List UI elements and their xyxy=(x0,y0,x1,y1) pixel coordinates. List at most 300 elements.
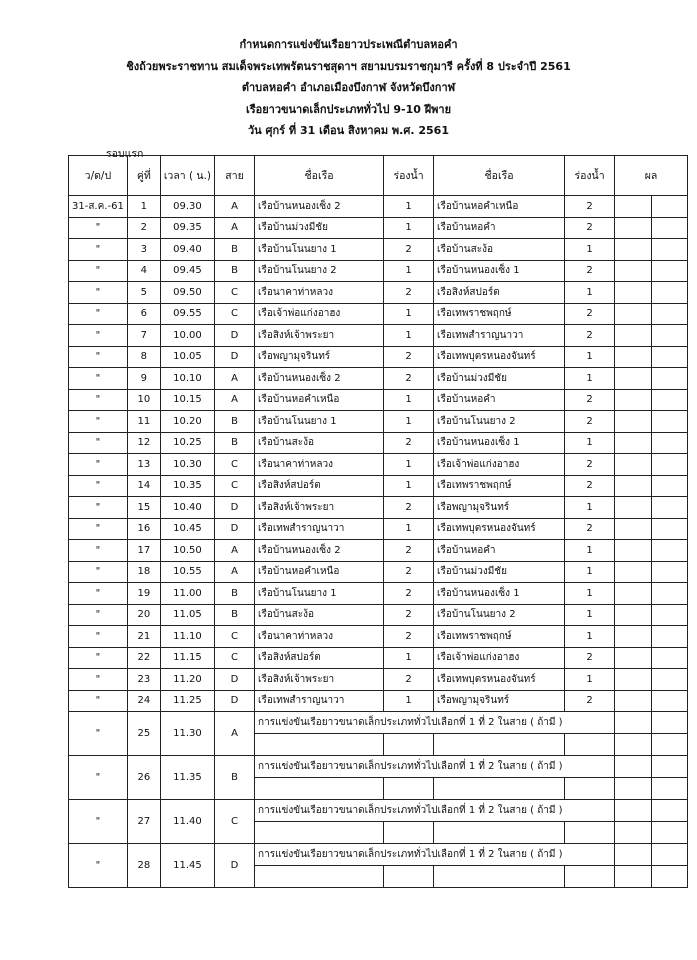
time-cell: 11.45 xyxy=(160,844,214,888)
date-cell: " xyxy=(69,583,128,605)
water-2-cell: 2 xyxy=(565,389,615,411)
header-line-4: เรือยาวขนาดเล็กประเภททั่วไป 9-10 ฝีพาย xyxy=(245,102,452,116)
time-cell: 11.20 xyxy=(160,669,214,691)
date-cell: " xyxy=(69,454,128,476)
pair-cell: 26 xyxy=(127,756,160,800)
water-2-cell: 2 xyxy=(565,454,615,476)
water-2-cell xyxy=(565,734,615,756)
lane-cell: A xyxy=(215,540,255,562)
water-1-cell: 1 xyxy=(384,647,434,669)
pair-cell: 12 xyxy=(127,432,160,454)
date-cell: " xyxy=(69,303,128,325)
boat-2-cell: เรือพญามุจรินทร์ xyxy=(434,497,565,519)
lane-cell: A xyxy=(215,712,255,756)
boat-2-cell xyxy=(434,822,565,844)
result-cell-2 xyxy=(652,325,688,347)
water-2-cell: 2 xyxy=(565,217,615,239)
water-1-cell: 1 xyxy=(384,690,434,712)
result-cell-2 xyxy=(652,734,688,756)
boat-2-cell: เรือบ้านหอคำ xyxy=(434,540,565,562)
boat-1-cell: เรือบ้านหอคำเหนือ xyxy=(255,561,384,583)
result-cell-2 xyxy=(652,844,688,866)
boat-1-cell: เรือสิงห์เจ้าพระยา xyxy=(255,497,384,519)
result-cell-2 xyxy=(652,712,688,734)
header-lane: สาย xyxy=(215,156,255,196)
boat-1-cell: เรือสิงห์สปอร์ต xyxy=(255,475,384,497)
boat-1-cell: เรือบ้านสะง้อ xyxy=(255,432,384,454)
boat-1-cell: เรือบ้านโนนยาง 2 xyxy=(255,260,384,282)
water-2-cell: 1 xyxy=(565,346,615,368)
result-cell-1 xyxy=(615,368,652,390)
result-cell-1 xyxy=(615,778,652,800)
pair-cell: 25 xyxy=(127,712,160,756)
water-2-cell xyxy=(565,866,615,888)
boat-2-cell: เรือบ้านสะง้อ xyxy=(434,239,565,261)
result-cell-2 xyxy=(652,604,688,626)
water-2-cell: 2 xyxy=(565,325,615,347)
time-cell: 11.00 xyxy=(160,583,214,605)
table-row xyxy=(69,475,688,497)
header-line-3: ตำบลหอคำ อำเภอเมืองบึงกาฬ จังหวัดบึงกาฬ xyxy=(241,81,456,94)
result-cell-2 xyxy=(652,303,688,325)
boat-2-cell xyxy=(434,734,565,756)
result-cell-1 xyxy=(615,604,652,626)
water-2-cell: 2 xyxy=(565,690,615,712)
water-1-cell: 1 xyxy=(384,217,434,239)
result-cell-2 xyxy=(652,822,688,844)
boat-1-cell: เรือบ้านหอคำเหนือ xyxy=(255,389,384,411)
date-cell: " xyxy=(69,647,128,669)
header-boat-1: ชื่อเรือ xyxy=(255,156,384,196)
water-1-cell xyxy=(384,734,434,756)
result-cell-1 xyxy=(615,540,652,562)
lane-cell: D xyxy=(215,844,255,888)
water-2-cell: 2 xyxy=(565,303,615,325)
water-2-cell: 1 xyxy=(565,239,615,261)
table-row xyxy=(69,540,688,562)
lane-cell: D xyxy=(215,325,255,347)
water-1-cell: 2 xyxy=(384,583,434,605)
water-1-cell: 2 xyxy=(384,626,434,648)
water-1-cell: 1 xyxy=(384,454,434,476)
pair-cell: 3 xyxy=(127,239,160,261)
boat-1-cell: เรือบ้านโนนยาง 1 xyxy=(255,239,384,261)
lane-cell: C xyxy=(215,800,255,844)
result-cell-2 xyxy=(652,239,688,261)
date-cell: " xyxy=(69,626,128,648)
water-1-cell xyxy=(384,866,434,888)
lane-cell: B xyxy=(215,239,255,261)
boat-2-cell: เรือบ้านม่วงมีชัย xyxy=(434,368,565,390)
water-1-cell: 1 xyxy=(384,475,434,497)
document-header xyxy=(0,34,697,142)
result-cell-1 xyxy=(615,561,652,583)
date-cell: " xyxy=(69,518,128,540)
table-row xyxy=(69,690,688,712)
pair-cell: 14 xyxy=(127,475,160,497)
date-cell: " xyxy=(69,604,128,626)
result-cell-1 xyxy=(615,217,652,239)
lane-cell: B xyxy=(215,432,255,454)
boat-2-cell: เรือเจ้าพ่อแก่งอาฮง xyxy=(434,454,565,476)
water-2-cell: 1 xyxy=(565,540,615,562)
result-cell-2 xyxy=(652,260,688,282)
time-cell: 10.25 xyxy=(160,432,214,454)
lane-cell: B xyxy=(215,411,255,433)
water-2-cell xyxy=(565,778,615,800)
pair-cell: 16 xyxy=(127,518,160,540)
time-cell: 11.15 xyxy=(160,647,214,669)
header-line-1: กำหนดการแข่งขันเรือยาวประเพณีตำบลหอคำ xyxy=(239,38,458,51)
water-2-cell: 2 xyxy=(565,518,615,540)
header-pair: คู่ที่ xyxy=(127,156,160,196)
boat-2-cell: เรือบ้านหอคำเหนือ xyxy=(434,196,565,218)
table-row xyxy=(69,432,688,454)
time-cell: 09.45 xyxy=(160,260,214,282)
time-cell: 11.25 xyxy=(160,690,214,712)
result-cell-2 xyxy=(652,800,688,822)
result-cell-1 xyxy=(615,303,652,325)
pair-cell: 15 xyxy=(127,497,160,519)
table-row xyxy=(69,346,688,368)
table-row xyxy=(69,626,688,648)
result-cell-1 xyxy=(615,346,652,368)
water-1-cell: 1 xyxy=(384,196,434,218)
water-2-cell: 2 xyxy=(565,411,615,433)
table-row xyxy=(69,583,688,605)
water-1-cell: 2 xyxy=(384,669,434,691)
playoff-text-cell: การแข่งขันเรือยาวขนาดเล็กประเภททั่วไปเลือกที่ 1 ที่ 2 ในสาย ( ถ้ามี ) xyxy=(255,756,615,778)
date-cell: " xyxy=(69,368,128,390)
date-cell: " xyxy=(69,239,128,261)
table-row xyxy=(69,561,688,583)
boat-2-cell: เรือบ้านม่วงมีชัย xyxy=(434,561,565,583)
result-cell-1 xyxy=(615,475,652,497)
result-cell-2 xyxy=(652,196,688,218)
time-cell: 10.30 xyxy=(160,454,214,476)
result-cell-1 xyxy=(615,454,652,476)
lane-cell: B xyxy=(215,260,255,282)
table-row xyxy=(69,368,688,390)
pair-cell: 27 xyxy=(127,800,160,844)
boat-1-cell: เรือนาคาท่าหลวง xyxy=(255,454,384,476)
result-cell-1 xyxy=(615,497,652,519)
time-cell: 09.30 xyxy=(160,196,214,218)
result-cell-1 xyxy=(615,690,652,712)
water-1-cell: 1 xyxy=(384,518,434,540)
pair-cell: 4 xyxy=(127,260,160,282)
result-cell-1 xyxy=(615,239,652,261)
time-cell: 09.50 xyxy=(160,282,214,304)
lane-cell: C xyxy=(215,282,255,304)
date-cell: " xyxy=(69,475,128,497)
date-cell: " xyxy=(69,800,128,844)
result-cell-1 xyxy=(615,626,652,648)
water-1-cell: 2 xyxy=(384,497,434,519)
date-cell: " xyxy=(69,282,128,304)
boat-2-cell: เรือบ้านโนนยาง 2 xyxy=(434,604,565,626)
water-1-cell: 1 xyxy=(384,260,434,282)
boat-2-cell: เรือบ้านหอคำ xyxy=(434,389,565,411)
boat-1-cell: เรือสิงห์เจ้าพระยา xyxy=(255,669,384,691)
date-cell: " xyxy=(69,346,128,368)
lane-cell: D xyxy=(215,497,255,519)
time-cell: 10.15 xyxy=(160,389,214,411)
table-row xyxy=(69,604,688,626)
table-row xyxy=(69,389,688,411)
water-2-cell: 2 xyxy=(565,260,615,282)
result-cell-2 xyxy=(652,690,688,712)
date-cell: " xyxy=(69,217,128,239)
boat-2-cell: เรือบ้านโนนยาง 2 xyxy=(434,411,565,433)
time-cell: 09.55 xyxy=(160,303,214,325)
result-cell-2 xyxy=(652,647,688,669)
boat-1-cell: เรือบ้านม่วงมีชัย xyxy=(255,217,384,239)
table-row xyxy=(69,669,688,691)
lane-cell: C xyxy=(215,454,255,476)
lane-cell: A xyxy=(215,217,255,239)
water-1-cell: 2 xyxy=(384,540,434,562)
result-cell-1 xyxy=(615,432,652,454)
time-cell: 11.35 xyxy=(160,756,214,800)
table-row xyxy=(69,303,688,325)
header-date: ว/ด/ป xyxy=(69,156,128,196)
header-line-5: วัน ศุกร์ ที่ 31 เดือน สิงหาคม พ.ศ. 2561 xyxy=(248,124,449,137)
result-cell-2 xyxy=(652,411,688,433)
result-cell-2 xyxy=(652,778,688,800)
lane-cell: C xyxy=(215,475,255,497)
lane-cell: A xyxy=(215,561,255,583)
pair-cell: 6 xyxy=(127,303,160,325)
pair-cell: 11 xyxy=(127,411,160,433)
pair-cell: 28 xyxy=(127,844,160,888)
boat-2-cell: เรือพญามุจรินทร์ xyxy=(434,690,565,712)
result-cell-2 xyxy=(652,432,688,454)
lane-cell: D xyxy=(215,669,255,691)
boat-2-cell xyxy=(434,866,565,888)
water-2-cell: 2 xyxy=(565,475,615,497)
header-time: เวลา ( น.) xyxy=(160,156,214,196)
result-cell-2 xyxy=(652,217,688,239)
water-1-cell xyxy=(384,822,434,844)
table-row xyxy=(69,239,688,261)
result-cell-1 xyxy=(615,518,652,540)
boat-1-cell xyxy=(255,866,384,888)
boat-2-cell: เรือสิงห์สปอร์ต xyxy=(434,282,565,304)
date-cell: " xyxy=(69,690,128,712)
table-row xyxy=(69,196,688,218)
water-1-cell: 1 xyxy=(384,325,434,347)
lane-cell: B xyxy=(215,756,255,800)
time-cell: 10.05 xyxy=(160,346,214,368)
water-1-cell: 1 xyxy=(384,389,434,411)
date-cell: 31-ส.ค.-61 xyxy=(69,196,128,218)
result-cell-1 xyxy=(615,196,652,218)
water-2-cell: 1 xyxy=(565,604,615,626)
result-cell-1 xyxy=(615,389,652,411)
time-cell: 11.05 xyxy=(160,604,214,626)
header-result: ผล xyxy=(615,156,688,196)
boat-2-cell: เรือเทพสำราญนาวา xyxy=(434,325,565,347)
water-1-cell: 2 xyxy=(384,604,434,626)
time-cell: 11.10 xyxy=(160,626,214,648)
result-cell-2 xyxy=(652,454,688,476)
boat-2-cell: เรือบ้านหนองเซ็ง 1 xyxy=(434,432,565,454)
water-2-cell: 1 xyxy=(565,497,615,519)
lane-cell: D xyxy=(215,346,255,368)
boat-1-cell: เรือเทพสำราญนาวา xyxy=(255,518,384,540)
result-cell-2 xyxy=(652,669,688,691)
result-cell-1 xyxy=(615,260,652,282)
pair-cell: 5 xyxy=(127,282,160,304)
time-cell: 10.40 xyxy=(160,497,214,519)
result-cell-2 xyxy=(652,389,688,411)
time-cell: 11.30 xyxy=(160,712,214,756)
boat-2-cell: เรือเทพบุตรหนองจันทร์ xyxy=(434,518,565,540)
water-1-cell: 1 xyxy=(384,411,434,433)
lane-cell: A xyxy=(215,389,255,411)
boat-2-cell: เรือเทพบุตรหนองจันทร์ xyxy=(434,669,565,691)
water-2-cell: 1 xyxy=(565,561,615,583)
result-cell-1 xyxy=(615,756,652,778)
time-cell: 10.10 xyxy=(160,368,214,390)
water-1-cell xyxy=(384,778,434,800)
result-cell-2 xyxy=(652,475,688,497)
date-cell: " xyxy=(69,669,128,691)
water-2-cell: 2 xyxy=(565,196,615,218)
result-cell-1 xyxy=(615,325,652,347)
result-cell-1 xyxy=(615,822,652,844)
boat-2-cell: เรือบ้านหนองเซ็ง 1 xyxy=(434,260,565,282)
date-cell: " xyxy=(69,712,128,756)
result-cell-1 xyxy=(615,411,652,433)
table-row xyxy=(69,454,688,476)
date-cell: " xyxy=(69,325,128,347)
date-cell: " xyxy=(69,497,128,519)
boat-2-cell: เรือเทพบุตรหนองจันทร์ xyxy=(434,346,565,368)
boat-2-cell: เรือเจ้าพ่อแก่งอาฮง xyxy=(434,647,565,669)
boat-2-cell: เรือบ้านหนองเซ็ง 1 xyxy=(434,583,565,605)
pair-cell: 13 xyxy=(127,454,160,476)
water-1-cell: 1 xyxy=(384,303,434,325)
lane-cell: D xyxy=(215,518,255,540)
boat-1-cell: เรือบ้านหนองเซ็ง 2 xyxy=(255,196,384,218)
water-1-cell: 2 xyxy=(384,368,434,390)
date-cell: " xyxy=(69,389,128,411)
result-cell-2 xyxy=(652,497,688,519)
time-cell: 10.55 xyxy=(160,561,214,583)
schedule-body xyxy=(69,196,688,888)
time-cell: 09.35 xyxy=(160,217,214,239)
table-row xyxy=(69,217,688,239)
lane-cell: B xyxy=(215,604,255,626)
time-cell: 10.00 xyxy=(160,325,214,347)
pair-cell: 22 xyxy=(127,647,160,669)
header-water-1: ร่องน้ำ xyxy=(384,156,434,196)
playoff-text-cell: การแข่งขันเรือยาวขนาดเล็กประเภททั่วไปเลือกที่ 1 ที่ 2 ในสาย ( ถ้ามี ) xyxy=(255,844,615,866)
date-cell: " xyxy=(69,260,128,282)
playoff-row xyxy=(69,844,688,866)
water-1-cell: 2 xyxy=(384,239,434,261)
lane-cell: C xyxy=(215,647,255,669)
lane-cell: B xyxy=(215,583,255,605)
boat-1-cell: เรือเทพสำราญนาวา xyxy=(255,690,384,712)
pair-cell: 10 xyxy=(127,389,160,411)
playoff-row xyxy=(69,756,688,778)
header-boat-2: ชื่อเรือ xyxy=(434,156,565,196)
boat-1-cell: เรือนาคาท่าหลวง xyxy=(255,626,384,648)
water-2-cell: 1 xyxy=(565,368,615,390)
result-cell-1 xyxy=(615,866,652,888)
date-cell: " xyxy=(69,540,128,562)
boat-1-cell: เรือสิงห์สปอร์ต xyxy=(255,647,384,669)
time-cell: 09.40 xyxy=(160,239,214,261)
water-2-cell: 2 xyxy=(565,647,615,669)
playoff-text-cell: การแข่งขันเรือยาวขนาดเล็กประเภททั่วไปเลือกที่ 1 ที่ 2 ในสาย ( ถ้ามี ) xyxy=(255,800,615,822)
playoff-row xyxy=(69,800,688,822)
boat-1-cell: เรือเจ้าพ่อแก่งอาฮง xyxy=(255,303,384,325)
boat-1-cell: เรือบ้านหนองเซ็ง 2 xyxy=(255,368,384,390)
table-row xyxy=(69,411,688,433)
pair-cell: 9 xyxy=(127,368,160,390)
result-cell-2 xyxy=(652,368,688,390)
boat-1-cell: เรือพญามุจรินทร์ xyxy=(255,346,384,368)
result-cell-2 xyxy=(652,561,688,583)
result-cell-2 xyxy=(652,626,688,648)
table-row xyxy=(69,518,688,540)
time-cell: 10.50 xyxy=(160,540,214,562)
date-cell: " xyxy=(69,411,128,433)
water-2-cell: 1 xyxy=(565,282,615,304)
result-cell-2 xyxy=(652,866,688,888)
boat-1-cell: เรือนาคาท่าหลวง xyxy=(255,282,384,304)
result-cell-1 xyxy=(615,669,652,691)
playoff-text-cell: การแข่งขันเรือยาวขนาดเล็กประเภททั่วไปเลือกที่ 1 ที่ 2 ในสาย ( ถ้ามี ) xyxy=(255,712,615,734)
boat-1-cell: เรือบ้านหนองเซ็ง 2 xyxy=(255,540,384,562)
table-row xyxy=(69,260,688,282)
boat-2-cell: เรือเทพราชพฤกษ์ xyxy=(434,626,565,648)
boat-1-cell xyxy=(255,734,384,756)
boat-1-cell: เรือบ้านโนนยาง 1 xyxy=(255,583,384,605)
date-cell: " xyxy=(69,432,128,454)
pair-cell: 8 xyxy=(127,346,160,368)
boat-1-cell xyxy=(255,822,384,844)
water-2-cell: 1 xyxy=(565,432,615,454)
pair-cell: 21 xyxy=(127,626,160,648)
boat-1-cell: เรือบ้านสะง้อ xyxy=(255,604,384,626)
boat-1-cell xyxy=(255,778,384,800)
water-2-cell: 1 xyxy=(565,626,615,648)
table-row xyxy=(69,497,688,519)
table-row xyxy=(69,325,688,347)
boat-2-cell: เรือเทพราชพฤกษ์ xyxy=(434,475,565,497)
water-2-cell xyxy=(565,822,615,844)
result-cell-1 xyxy=(615,734,652,756)
pair-cell: 23 xyxy=(127,669,160,691)
result-cell-2 xyxy=(652,583,688,605)
boat-2-cell: เรือเทพราชพฤกษ์ xyxy=(434,303,565,325)
result-cell-1 xyxy=(615,583,652,605)
boat-1-cell: เรือบ้านโนนยาง 1 xyxy=(255,411,384,433)
date-cell: " xyxy=(69,756,128,800)
lane-cell: A xyxy=(215,196,255,218)
result-cell-2 xyxy=(652,756,688,778)
playoff-row xyxy=(69,712,688,734)
date-cell: " xyxy=(69,561,128,583)
result-cell-1 xyxy=(615,844,652,866)
lane-cell: D xyxy=(215,690,255,712)
round-label: รอบแรก xyxy=(106,148,144,160)
